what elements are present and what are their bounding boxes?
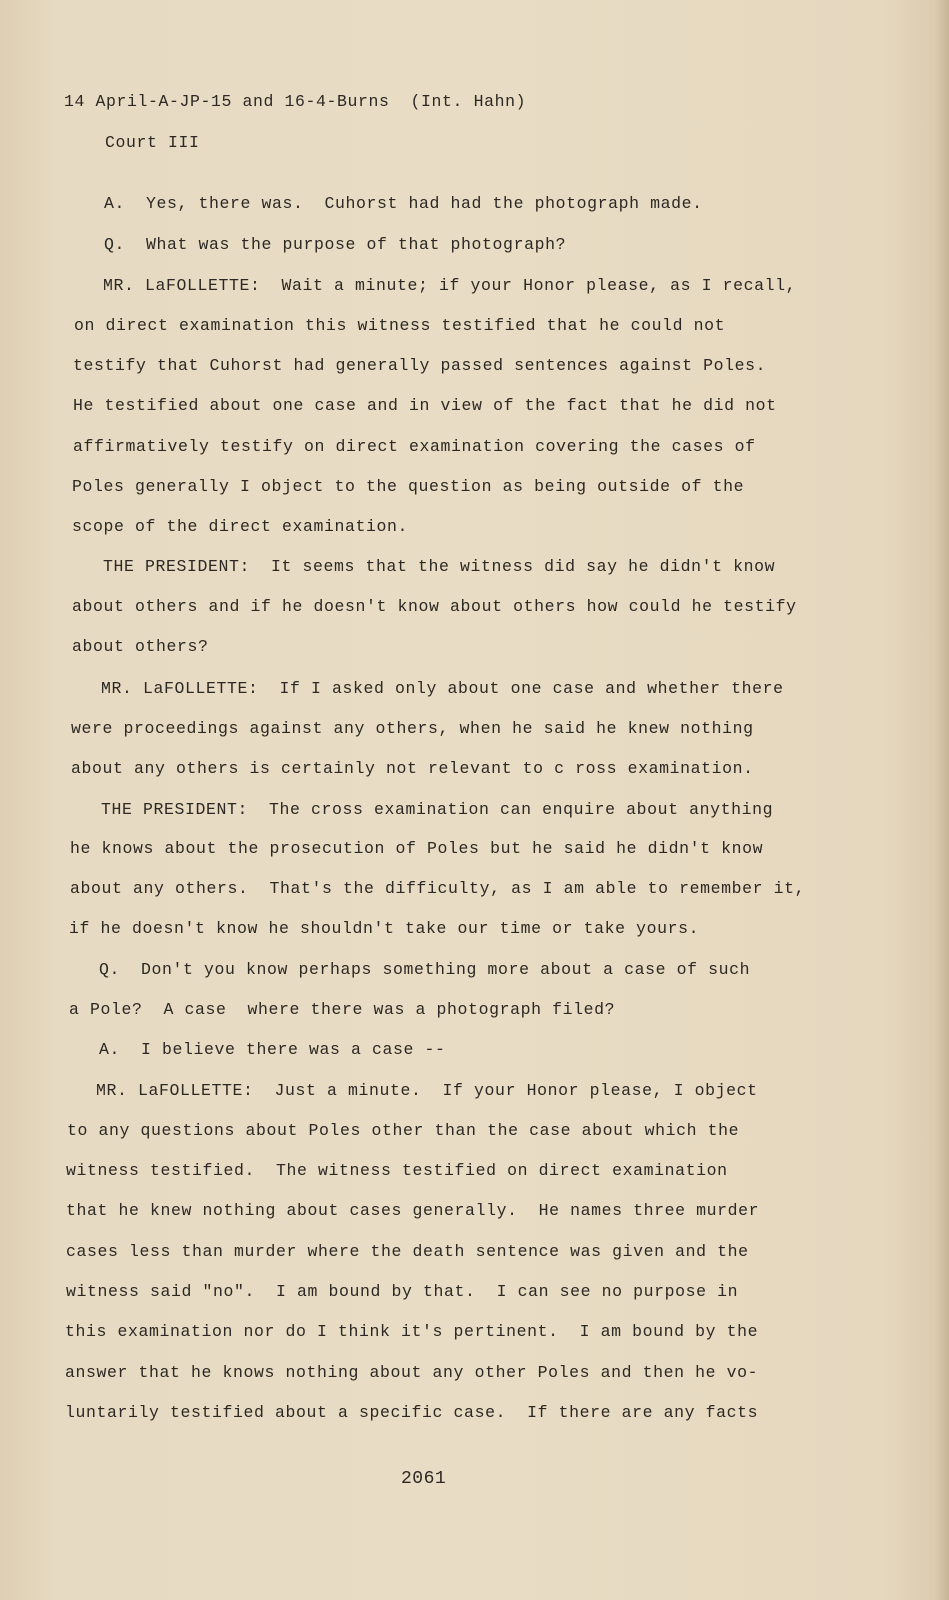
header-line-1: 14 April-A-JP-15 and 16-4-Burns (Int. Hahn) bbox=[64, 92, 527, 111]
text-line: THE PRESIDENT: It seems that the witness did say he didn't know bbox=[103, 557, 776, 576]
text-line: He testified about one case and in view of the fact that he did not bbox=[73, 396, 777, 415]
text-line: testify that Cuhorst had generally passed sentences against Poles. bbox=[73, 356, 767, 375]
text-line: A. I believe there was a case -- bbox=[99, 1040, 446, 1059]
page-number: 2061 bbox=[401, 1469, 447, 1489]
text-line: cases less than murder where the death sentence was given and the bbox=[66, 1242, 749, 1261]
text-line: MR. LaFOLLETTE: Just a minute. If your Honor please, I object bbox=[96, 1081, 758, 1100]
text-line: affirmatively testify on direct examination covering the cases of bbox=[73, 437, 756, 456]
text-line: Q. Don't you know perhaps something more about a case of such bbox=[99, 960, 751, 979]
text-line: MR. LaFOLLETTE: Wait a minute; if your Honor please, as I recall, bbox=[103, 276, 797, 295]
text-line: scope of the direct examination. bbox=[72, 517, 409, 536]
text-line: about any others is certainly not relevant to c ross examination. bbox=[71, 759, 754, 778]
text-line: this examination nor do I think it's pertinent. I am bound by the bbox=[65, 1322, 759, 1341]
text-line: about others? bbox=[72, 637, 209, 656]
text-line: if he doesn't know he shouldn't take our time or take yours. bbox=[69, 919, 700, 938]
text-line: witness said "no". I am bound by that. I can see no purpose in bbox=[66, 1282, 739, 1301]
text-line: he knows about the prosecution of Poles but he said he didn't know bbox=[70, 839, 764, 858]
text-line: a Pole? A case where there was a photograph filed? bbox=[69, 1000, 616, 1019]
text-line: that he knew nothing about cases generally. He names three murder bbox=[66, 1201, 760, 1220]
text-line: MR. LaFOLLETTE: If I asked only about one case and whether there bbox=[101, 679, 784, 698]
page-edge-shadow bbox=[935, 0, 949, 1600]
text-line: THE PRESIDENT: The cross examination can enquire about anything bbox=[101, 800, 774, 819]
text-line: on direct examination this witness testified that he could not bbox=[74, 316, 726, 335]
text-line: about others and if he doesn't know about others how could he testify bbox=[72, 597, 797, 616]
text-line: A. Yes, there was. Cuhorst had had the photograph made. bbox=[104, 194, 703, 213]
text-line: to any questions about Poles other than the case about which the bbox=[67, 1121, 740, 1140]
header-line-2: Court III bbox=[105, 133, 200, 152]
text-line: luntarily testified about a specific case. If there are any facts bbox=[65, 1403, 759, 1422]
text-line: Poles generally I object to the question as being outside of the bbox=[72, 477, 745, 496]
text-line: Q. What was the purpose of that photograph? bbox=[104, 235, 567, 254]
text-line: answer that he knows nothing about any other Poles and then he vo- bbox=[65, 1363, 759, 1382]
text-line: about any others. That's the difficulty, as I am able to remember it, bbox=[70, 879, 806, 898]
text-line: were proceedings against any others, when he said he knew nothing bbox=[71, 719, 754, 738]
text-line: witness testified. The witness testified on direct examination bbox=[66, 1161, 728, 1180]
